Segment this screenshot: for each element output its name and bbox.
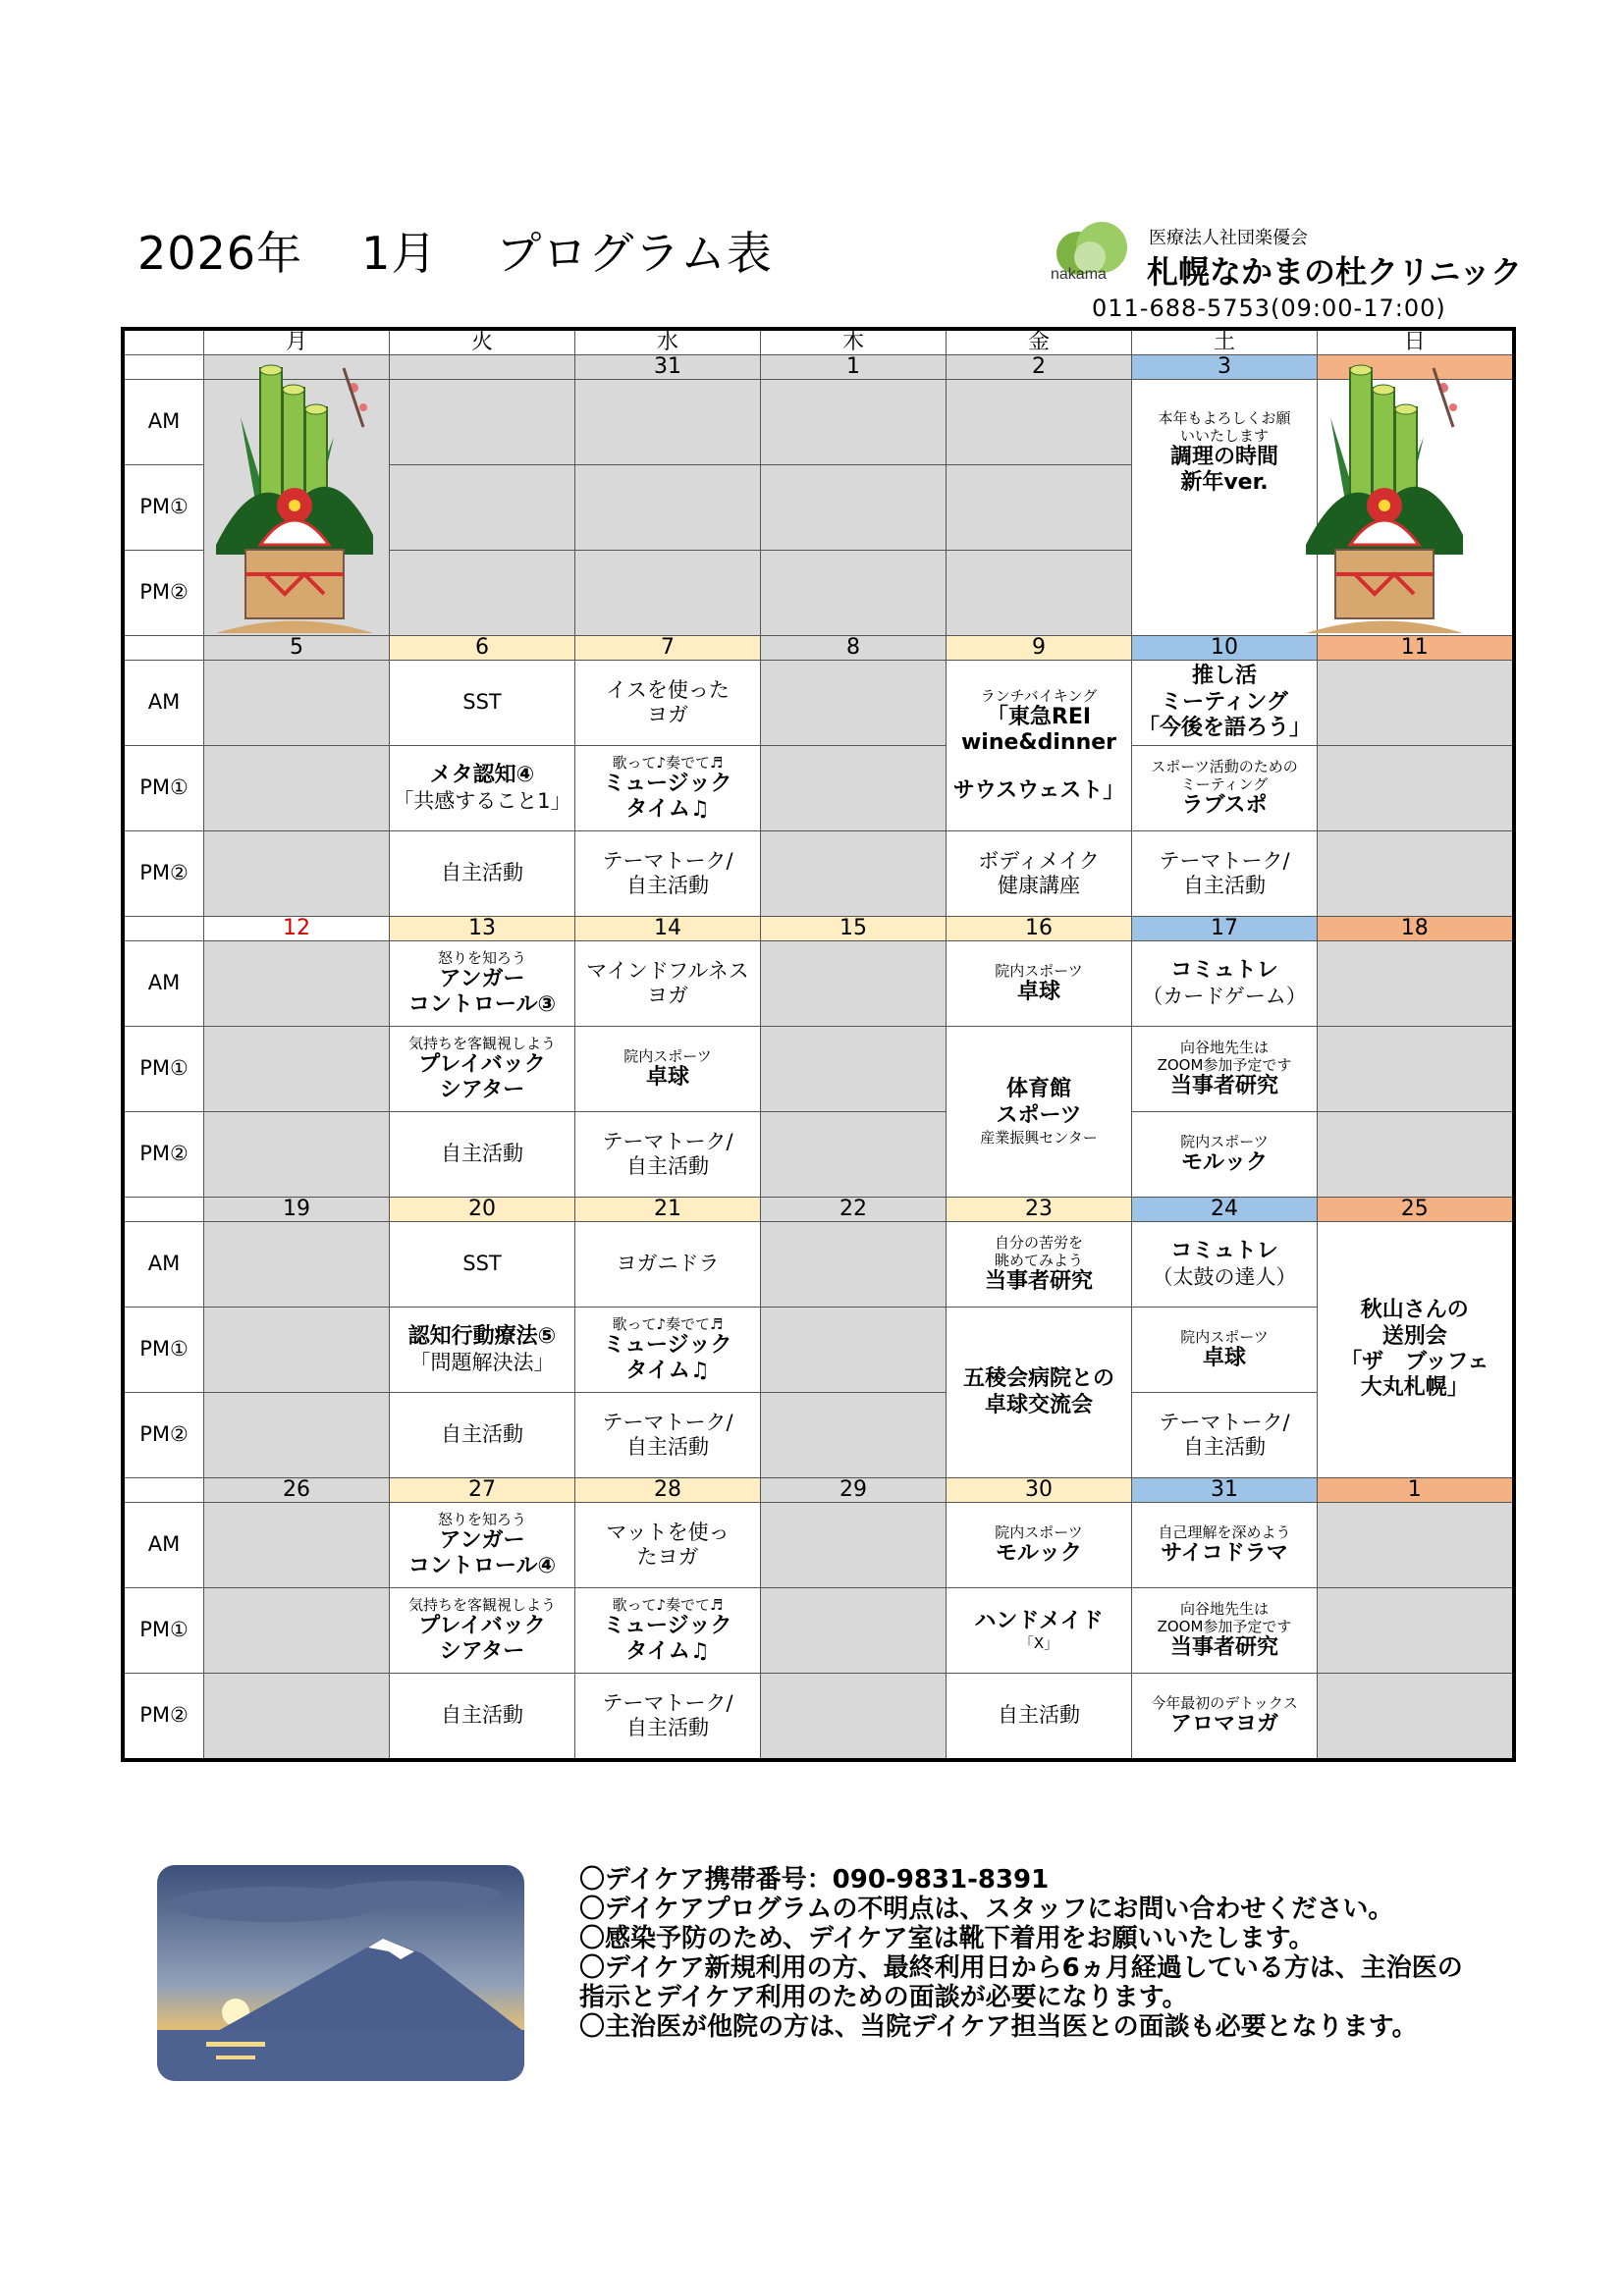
slot-label-pm1: PM① [123, 746, 204, 831]
program-cell [204, 1588, 390, 1674]
program-cell: 認知行動療法⑤ 「問題解決法」 [390, 1308, 575, 1393]
program-cell [204, 1503, 390, 1588]
program-cell [761, 1027, 947, 1112]
date-cell: 22 [761, 1198, 947, 1222]
date-cell-holiday: 12 [204, 917, 390, 941]
program-cell: 院内スポーツ モルック [1132, 1112, 1318, 1198]
program-cell: 自主活動 [390, 1112, 575, 1198]
logo-text: nakama [1051, 266, 1107, 283]
date-cell: 2 [947, 355, 1132, 380]
program-cell-sun-w4: 秋山さんの 送別会 「ザ ブッフェ 大丸札幌」 [1318, 1222, 1514, 1478]
note-line: 指示とデイケア利用のための面談が必要になります。 [579, 1983, 1188, 2012]
notes-block [579, 1865, 1463, 2042]
program-cell [204, 661, 390, 746]
program-cell [575, 465, 761, 551]
program-cell [390, 380, 575, 465]
slot-label-pm2: PM② [123, 831, 204, 917]
program-cell [761, 941, 947, 1027]
date-cell: 27 [390, 1478, 575, 1503]
program-cell [761, 1393, 947, 1478]
program-cell: テーマトーク/ 自主活動 [1132, 831, 1318, 917]
program-cell: イスを使った ヨガ [575, 661, 761, 746]
slot-label-pm1: PM① [123, 1588, 204, 1674]
kadomatsu-illustration-left [216, 348, 373, 643]
program-cell: コミュトレ （太鼓の達人） [1132, 1222, 1318, 1308]
program-cell [761, 1112, 947, 1198]
program-cell [761, 1588, 947, 1674]
date-cell: 19 [204, 1198, 390, 1222]
program-cell [575, 551, 761, 636]
program-cell [761, 551, 947, 636]
program-cell [204, 1393, 390, 1478]
program-cell [204, 1222, 390, 1308]
clinic-phone: 011-688-5753(09:00-17:00) [1092, 294, 1446, 322]
program-cell [1318, 1588, 1514, 1674]
program-cell [204, 831, 390, 917]
program-cell [761, 1674, 947, 1761]
program-cell [1318, 1112, 1514, 1198]
date-cell: 26 [204, 1478, 390, 1503]
program-cell [1318, 1503, 1514, 1588]
date-cell: 16 [947, 917, 1132, 941]
program-cell [575, 380, 761, 465]
date-cell: 29 [761, 1478, 947, 1503]
program-cell [204, 746, 390, 831]
slot-label-pm1: PM① [123, 1027, 204, 1112]
program-cell: テーマトーク/ 自主活動 [575, 1112, 761, 1198]
weekday-wed: 水 [575, 329, 761, 355]
title-text: プログラム表 [496, 227, 773, 280]
program-cell: 推し活 ミーティング 「今後を語ろう」 [1132, 661, 1318, 746]
program-cell [204, 941, 390, 1027]
program-cell: コミュトレ （カードゲーム） [1132, 941, 1318, 1027]
program-cell: テーマトーク/ 自主活動 [575, 1393, 761, 1478]
date-cell: 30 [947, 1478, 1132, 1503]
program-cell: SST [390, 1222, 575, 1308]
date-row-label [123, 636, 204, 661]
page-title [137, 218, 773, 283]
program-cell: マットを使っ たヨガ [575, 1503, 761, 1588]
date-row-label [123, 355, 204, 380]
date-cell: 21 [575, 1198, 761, 1222]
weekday-fri: 金 [947, 329, 1132, 355]
program-cell: テーマトーク/ 自主活動 [1132, 1393, 1318, 1478]
program-cell [761, 831, 947, 917]
program-cell [761, 661, 947, 746]
program-cell [204, 1112, 390, 1198]
org-name: 医療法人社団楽優会 [1149, 228, 1308, 248]
corner-cell [123, 329, 204, 355]
program-cell [204, 1027, 390, 1112]
program-cell: 院内スポーツ モルック [947, 1503, 1132, 1588]
date-cell: 9 [947, 636, 1132, 661]
clinic-name: 札幌なかまの杜クリニック [1147, 253, 1523, 291]
date-cell: 25 [1318, 1198, 1514, 1222]
weekday-tue: 火 [390, 329, 575, 355]
program-cell [761, 465, 947, 551]
date-cell: 13 [390, 917, 575, 941]
program-cell: 今年最初のデトックス アロマヨガ [1132, 1674, 1318, 1761]
program-cell [1318, 746, 1514, 831]
program-cell: 怒りを知ろう アンガー コントロール④ [390, 1503, 575, 1588]
program-cell: 気持ちを客観視しよう プレイバック シアター [390, 1027, 575, 1112]
program-cell [1318, 831, 1514, 917]
program-cell-fri-w3: 体育館 スポーツ 産業振興センター [947, 1027, 1132, 1198]
date-cell: 10 [1132, 636, 1318, 661]
date-cell: 17 [1132, 917, 1318, 941]
date-cell: 23 [947, 1198, 1132, 1222]
date-cell: 18 [1318, 917, 1514, 941]
month: 1月 [361, 227, 438, 280]
date-cell: 7 [575, 636, 761, 661]
program-cell: スポーツ活動のための ミーティング ラブスポ [1132, 746, 1318, 831]
program-cell: 自主活動 [947, 1674, 1132, 1761]
slot-label-pm2: PM② [123, 1112, 204, 1198]
date-row-label [123, 1198, 204, 1222]
program-cell: 院内スポーツ 卓球 [1132, 1308, 1318, 1393]
program-cell: 歌って♪奏でて♬ ミュージック タイム♫ [575, 1588, 761, 1674]
note-line: 〇デイケア携帯番号：090-9831-8391 [579, 1865, 1050, 1895]
program-cell [761, 1308, 947, 1393]
note-line: 〇デイケア新規利用の方、最終利用日から6ヵ月経過している方は、主治医の [579, 1953, 1463, 1983]
program-cell-sat-w1: 本年もよろしくお願 いいたします 調理の時間 新年ver. [1132, 380, 1318, 636]
program-cell: 院内スポーツ 卓球 [947, 941, 1132, 1027]
program-cell: 自主活動 [390, 831, 575, 917]
date-cell: 8 [761, 636, 947, 661]
slot-label-pm2: PM② [123, 1674, 204, 1761]
date-cell: 11 [1318, 636, 1514, 661]
year: 2026年 [137, 227, 303, 280]
slot-label-pm1: PM① [123, 465, 204, 551]
date-cell: 31 [1132, 1478, 1318, 1503]
clinic-logo [1041, 218, 1523, 291]
program-cell: 自主活動 [390, 1393, 575, 1478]
program-cell: 向谷地先生は ZOOM参加予定です 当事者研究 [1132, 1027, 1318, 1112]
slot-label-am: AM [123, 941, 204, 1027]
date-cell: 31 [575, 355, 761, 380]
program-cell [204, 1308, 390, 1393]
slot-label-pm2: PM② [123, 1393, 204, 1478]
program-cell: ヨガニドラ [575, 1222, 761, 1308]
program-cell: 自主活動 [390, 1674, 575, 1761]
note-line: 〇主治医が他院の方は、当院デイケア担当医との面談も必要となります。 [579, 2012, 1418, 2042]
kadomatsu-illustration-right [1306, 348, 1463, 643]
program-cell: 自己理解を深めよう サイコドラマ [1132, 1503, 1318, 1588]
program-cell [947, 465, 1132, 551]
slot-label-am: AM [123, 1222, 204, 1308]
program-cell: 院内スポーツ 卓球 [575, 1027, 761, 1112]
date-row-label [123, 917, 204, 941]
weekday-mon: 月 [204, 329, 390, 355]
program-cell: 怒りを知ろう アンガー コントロール③ [390, 941, 575, 1027]
program-cell: 歌って♪奏でて♬ ミュージック タイム♫ [575, 746, 761, 831]
program-cell-fri-w2: ランチバイキング 「東急REI wine&dinner サウスウェスト」 [947, 661, 1132, 831]
sunrise-fuji-illustration [157, 1865, 524, 2081]
weekday-sun: 日 [1318, 329, 1514, 355]
program-cell [1318, 941, 1514, 1027]
date-cell: 1 [761, 355, 947, 380]
program-cell [947, 380, 1132, 465]
date-cell: 28 [575, 1478, 761, 1503]
date-cell: 24 [1132, 1198, 1318, 1222]
nakama-logo-icon [1041, 218, 1149, 287]
program-cell: 向谷地先生は ZOOM参加予定です 当事者研究 [1132, 1588, 1318, 1674]
program-cell: マインドフルネス ヨガ [575, 941, 761, 1027]
date-cell: 20 [390, 1198, 575, 1222]
note-line: 〇感染予防のため、デイケア室は靴下着用をお願いいたします。 [579, 1924, 1315, 1953]
program-cell: 気持ちを客観視しよう プレイバック シアター [390, 1588, 575, 1674]
program-cell [1318, 661, 1514, 746]
date-cell [390, 355, 575, 380]
slot-label-pm2: PM② [123, 551, 204, 636]
program-cell [761, 1503, 947, 1588]
program-cell [761, 746, 947, 831]
program-cell [761, 1222, 947, 1308]
program-cell-fri-w4: 五稜会病院との 卓球交流会 [947, 1308, 1132, 1478]
slot-label-pm1: PM① [123, 1308, 204, 1393]
weekday-thu: 木 [761, 329, 947, 355]
program-cell [761, 380, 947, 465]
note-line: 〇デイケアプログラムの不明点は、スタッフにお問い合わせください。 [579, 1895, 1394, 1924]
slot-label-am: AM [123, 1503, 204, 1588]
program-cell [1318, 1674, 1514, 1761]
program-cell: テーマトーク/ 自主活動 [575, 831, 761, 917]
slot-label-am: AM [123, 661, 204, 746]
date-row-label [123, 1478, 204, 1503]
program-cell [204, 1674, 390, 1761]
slot-label-am: AM [123, 380, 204, 465]
program-cell [1318, 1027, 1514, 1112]
program-cell: メタ認知④ 「共感すること1」 [390, 746, 575, 831]
date-cell: 14 [575, 917, 761, 941]
program-cell: 歌って♪奏でて♬ ミュージック タイム♫ [575, 1308, 761, 1393]
program-cell: 自分の苦労を 眺めてみよう 当事者研究 [947, 1222, 1132, 1308]
program-cell [390, 551, 575, 636]
program-cell [947, 551, 1132, 636]
program-cell: ボディメイク 健康講座 [947, 831, 1132, 917]
program-cell: SST [390, 661, 575, 746]
program-cell: テーマトーク/ 自主活動 [575, 1674, 761, 1761]
program-cell [390, 465, 575, 551]
date-cell: 6 [390, 636, 575, 661]
weekday-sat: 土 [1132, 329, 1318, 355]
date-cell: 1 [1318, 1478, 1514, 1503]
date-cell: 15 [761, 917, 947, 941]
date-cell: 3 [1132, 355, 1318, 380]
program-cell: ハンドメイド 「X」 [947, 1588, 1132, 1674]
date-cell: 5 [204, 636, 390, 661]
